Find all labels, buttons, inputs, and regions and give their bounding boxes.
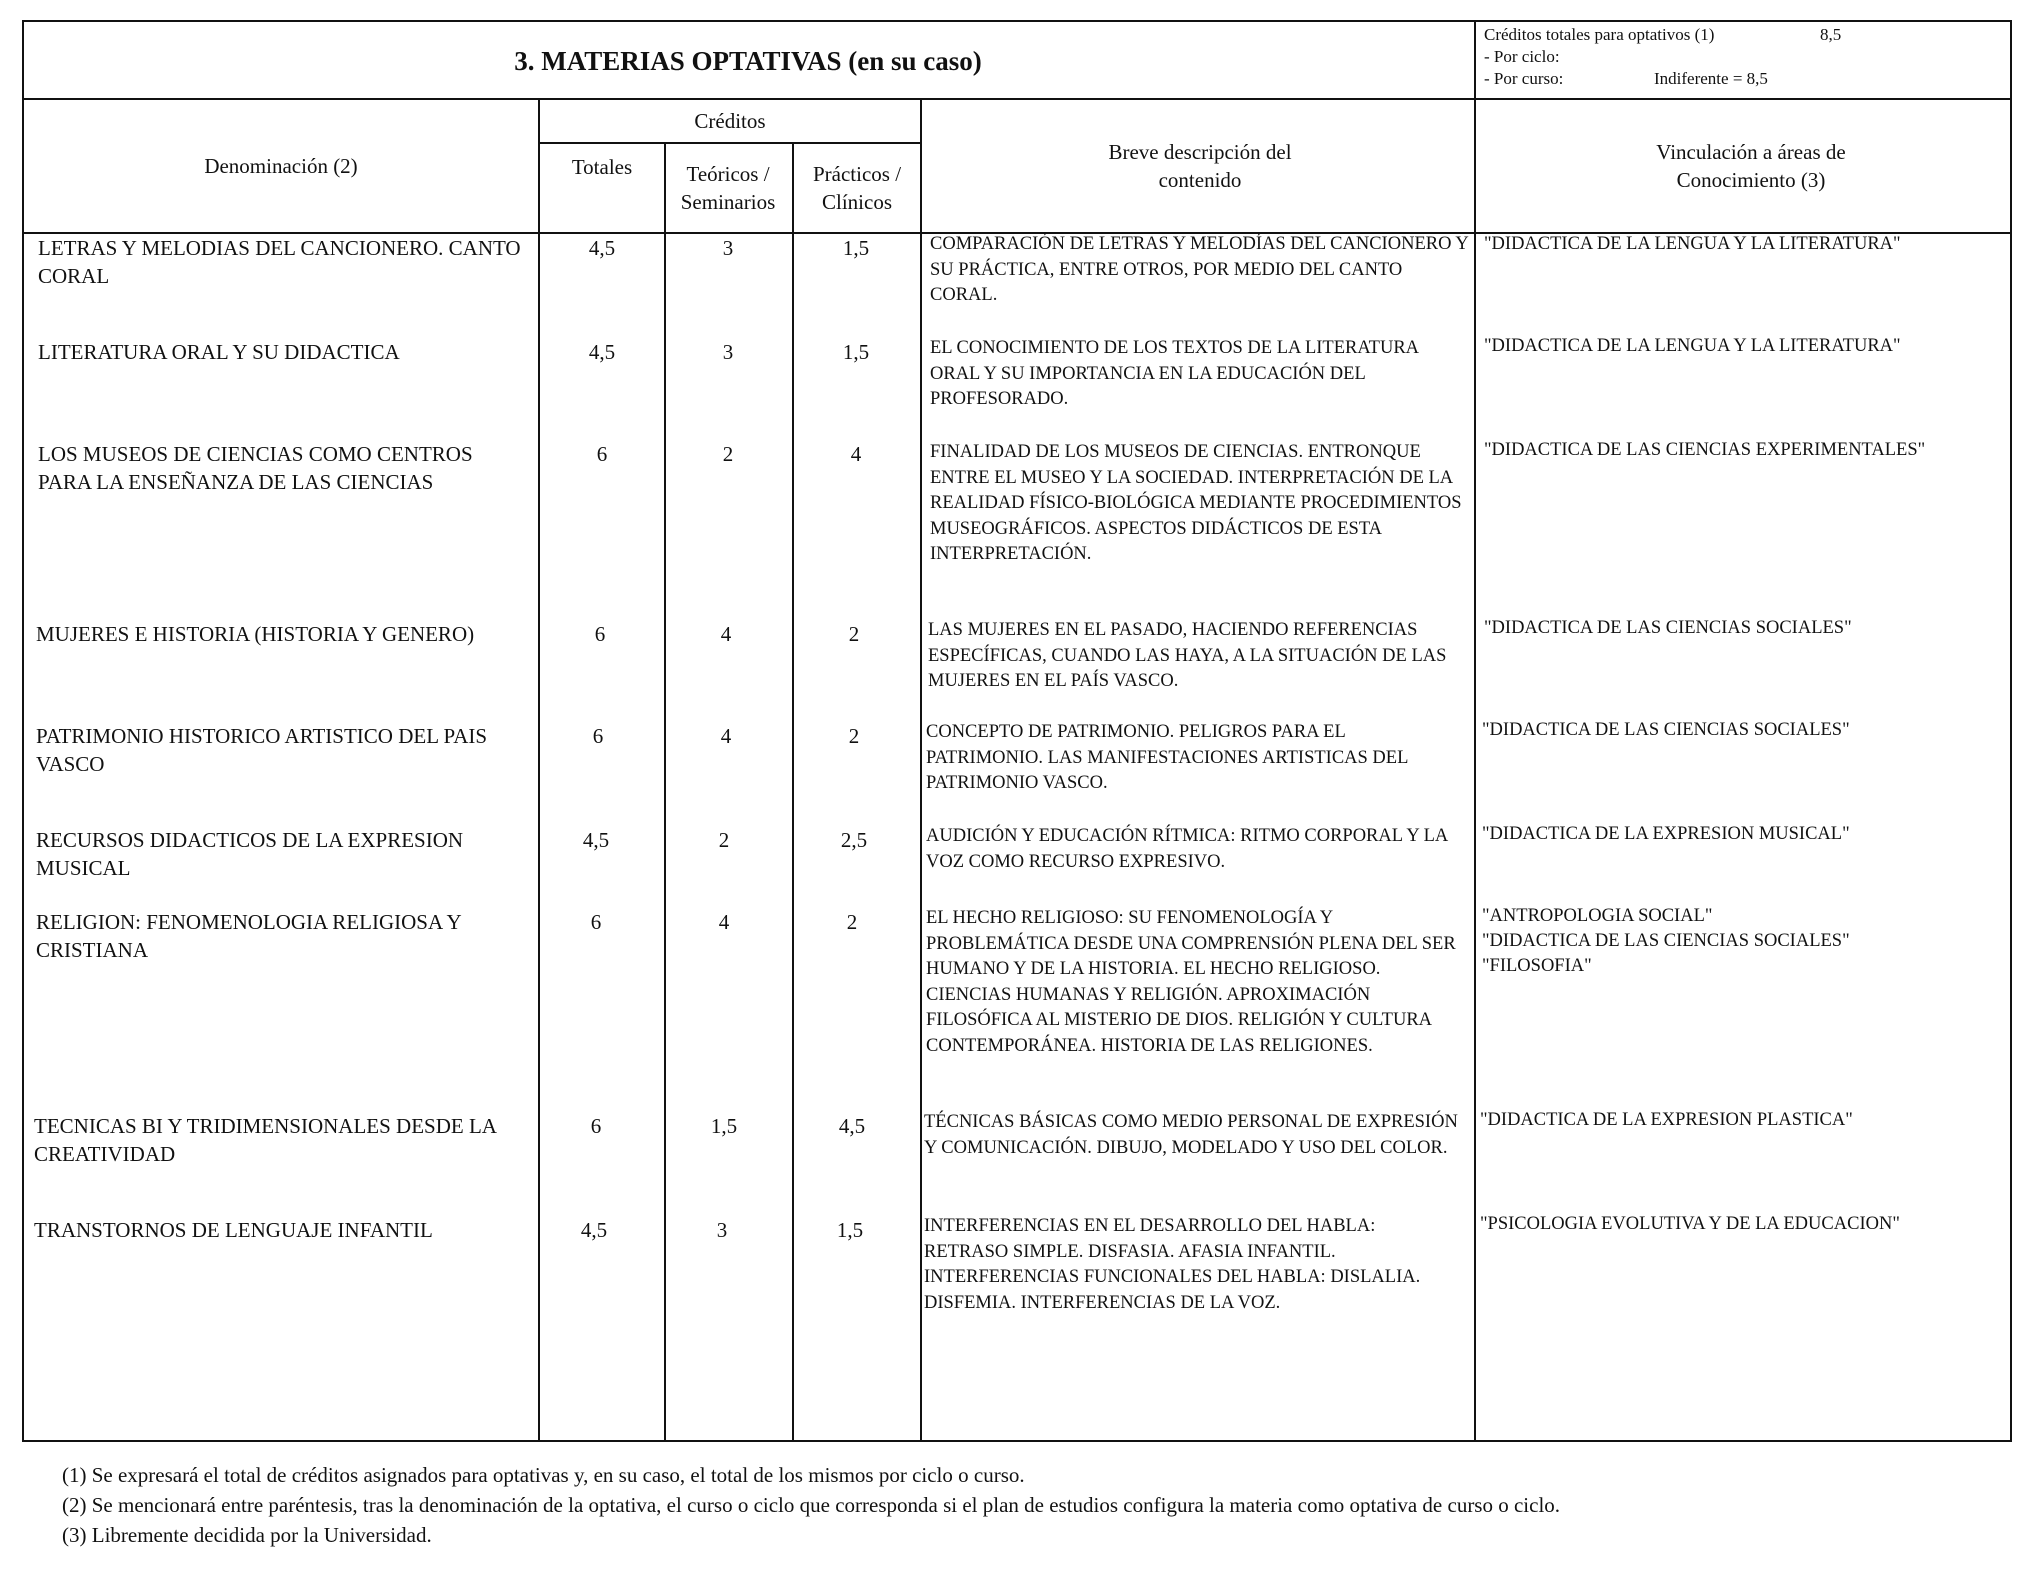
row-totales: 4,5: [580, 1218, 608, 1242]
divider: [664, 142, 666, 1442]
row-totales: 4,5: [588, 236, 616, 260]
row-practicos: 2: [848, 622, 860, 646]
footnote: (1) Se expresará el total de créditos asignados para optativas y, en su caso, el total de los mismos por ciclo o curso.: [62, 1463, 1025, 1487]
row-totales: 4,5: [588, 340, 616, 364]
row-totales: 6: [590, 910, 602, 934]
row-practicos: 4: [850, 442, 862, 466]
total-credits-label: Créditos totales para optativos (1): [1484, 25, 1715, 44]
row-totales: 4,5: [582, 828, 610, 852]
divider: [1474, 98, 1476, 1442]
header-practicos: Prácticos / Clínicos: [812, 162, 902, 214]
total-credits-value: 8,5: [1820, 25, 1842, 44]
header-creditos: Créditos: [694, 109, 766, 133]
row-practicos: 1,5: [836, 1218, 864, 1242]
row-description: CONCEPTO DE PATRIMONIO. PELIGROS PARA EL PATRIMONIO. LAS MANIFESTACIONES ARTISTICAS DEL PATRIMONIO VASCO.: [926, 722, 1408, 793]
row-description: INTERFERENCIAS EN EL DESARROLLO DEL HABLA: RETRASO SIMPLE. DISFASIA. AFASIA INFANTIL. INTERFERENCIAS FUNCIONALES DEL HABLA: DISLALIA. DISFEMIA. INTERFERENCIAS DE LA VOZ.: [924, 1216, 1421, 1313]
footnote: (2) Se mencionará entre paréntesis, tras la denominación de la optativa, el curso o ciclo que corresponda si el plan de estudios configura la materia como optativa de curso o ciclo.: [62, 1493, 1561, 1517]
divider: [1474, 20, 1476, 100]
row-teoricos: 4: [720, 622, 732, 646]
row-name: RECURSOS DIDACTICOS DE LA EXPRESION MUSICAL: [36, 828, 464, 880]
row-description: TÉCNICAS BÁSICAS COMO MEDIO PERSONAL DE EXPRESIÓN Y COMUNICACIÓN. DIBUJO, MODELADO Y USO DEL COLOR.: [924, 1112, 1458, 1158]
row-teoricos: 4: [720, 724, 732, 748]
row-name: MUJERES E HISTORIA (HISTORIA Y GENERO): [36, 622, 475, 646]
row-totales: 6: [592, 724, 604, 748]
row-teoricos: 3: [722, 340, 734, 364]
row-name: LITERATURA ORAL Y SU DIDACTICA: [38, 340, 400, 364]
row-description: LAS MUJERES EN EL PASADO, HACIENDO REFERENCIAS ESPECÍFICAS, CUANDO LAS HAYA, A LA SITUACIÓN DE LAS MUJERES EN EL PAÍS VASCO.: [928, 620, 1447, 691]
credits-summary: [1484, 24, 2004, 90]
header-totales: Totales: [571, 155, 633, 179]
row-area: "DIDACTICA DE LA EXPRESION MUSICAL": [1482, 824, 1850, 844]
per-course-value: Indiferente = 8,5: [1654, 69, 1768, 88]
row-area: "DIDACTICA DE LAS CIENCIAS SOCIALES": [1482, 720, 1850, 740]
row-name: PATRIMONIO HISTORICO ARTISTICO DEL PAIS VASCO: [36, 724, 488, 776]
row-totales: 6: [590, 1114, 602, 1138]
row-description: COMPARACIÓN DE LETRAS Y MELODÍAS DEL CANCIONERO Y SU PRÁCTICA, ENTRE OTROS, POR MEDIO DEL CANTO CORAL.: [930, 234, 1469, 305]
row-area: "DIDACTICA DE LA EXPRESION PLASTICA": [1480, 1110, 1853, 1130]
footnote: (3) Libremente decidida por la Universidad.: [62, 1523, 432, 1547]
per-cycle-label: - Por ciclo:: [1484, 47, 1560, 66]
row-teoricos: 3: [716, 1218, 728, 1242]
row-teoricos: 2: [722, 442, 734, 466]
row-practicos: 2: [848, 724, 860, 748]
row-practicos: 4,5: [838, 1114, 866, 1138]
row-teoricos: 1,5: [710, 1114, 738, 1138]
row-area: "DIDACTICA DE LAS CIENCIAS EXPERIMENTALES": [1484, 440, 1926, 460]
row-teoricos: 3: [722, 236, 734, 260]
row-teoricos: 2: [718, 828, 730, 852]
row-area: "ANTROPOLOGIA SOCIAL" "DIDACTICA DE LAS CIENCIAS SOCIALES" "FILOSOFIA": [1482, 906, 1850, 976]
row-description: EL CONOCIMIENTO DE LOS TEXTOS DE LA LITERATURA ORAL Y SU IMPORTANCIA EN LA EDUCACIÓN DEL PROFESORADO.: [930, 338, 1419, 409]
row-name: TRANSTORNOS DE LENGUAJE INFANTIL: [34, 1218, 433, 1242]
row-practicos: 1,5: [842, 236, 870, 260]
header-teoricos: Teóricos / Seminarios: [680, 162, 776, 214]
row-totales: 6: [594, 622, 606, 646]
row-name: TECNICAS BI Y TRIDIMENSIONALES DESDE LA CREATIVIDAD: [34, 1114, 496, 1166]
row-area: "DIDACTICA DE LAS CIENCIAS SOCIALES": [1484, 618, 1852, 638]
row-totales: 6: [596, 442, 608, 466]
row-practicos: 2: [846, 910, 858, 934]
row-name: LOS MUSEOS DE CIENCIAS COMO CENTROS PARA LA ENSEÑANZA DE LAS CIENCIAS: [38, 442, 473, 494]
row-description: AUDICIÓN Y EDUCACIÓN RÍTMICA: RITMO CORPORAL Y LA VOZ COMO RECURSO EXPRESIVO.: [926, 826, 1448, 872]
row-teoricos: 4: [718, 910, 730, 934]
section-title: 3. MATERIAS OPTATIVAS (en su caso): [514, 45, 982, 76]
header-vinculacion: Vinculación a áreas de Conocimiento (3): [1656, 140, 1846, 192]
row-name: LETRAS Y MELODIAS DEL CANCIONERO. CANTO CORAL: [38, 236, 521, 288]
per-course-label: - Por curso:: [1484, 69, 1564, 88]
row-area: "PSICOLOGIA EVOLUTIVA Y DE LA EDUCACION": [1480, 1214, 1900, 1234]
row-description: FINALIDAD DE LOS MUSEOS DE CIENCIAS. ENTRONQUE ENTRE EL MUSEO Y LA SOCIEDAD. INTERPRETACIÓN DE LA REALIDAD FÍSICO-BIOLÓGICA MEDIANTE PROCEDIMIENTOS MUSEOGRÁFICOS. ASPECTOS DIDÁCTICOS DE ESTA INTERPRETACIÓN.: [930, 442, 1462, 564]
header-descripcion: Breve descripción del contenido: [1108, 140, 1292, 192]
row-name: RELIGION: FENOMENOLOGIA RELIGIOSA Y CRISTIANA: [36, 910, 461, 962]
divider: [920, 98, 922, 1442]
row-area: "DIDACTICA DE LA LENGUA Y LA LITERATURA": [1484, 336, 1901, 356]
divider: [792, 142, 794, 1442]
footnotes: [62, 1460, 2002, 1550]
row-practicos: 2,5: [840, 828, 868, 852]
row-description: EL HECHO RELIGIOSO: SU FENOMENOLOGÍA Y PROBLEMÁTICA DESDE UNA COMPRENSIÓN PLENA DEL SER HUMANO Y DE LA HISTORIA. EL HECHO RELIGIOSO. CIENCIAS HUMANAS Y RELIGIÓN. APROXIMACIÓN FILOSÓFICA AL MISTERIO DE DIOS. RELIGIÓN Y CULTURA CONTEMPORÁNEA. HISTORIA DE LAS RELIGIONES.: [926, 908, 1456, 1056]
header-denominacion: Denominación (2): [204, 154, 358, 178]
row-area: "DIDACTICA DE LA LENGUA Y LA LITERATURA": [1484, 234, 1901, 254]
row-practicos: 1,5: [842, 340, 870, 364]
